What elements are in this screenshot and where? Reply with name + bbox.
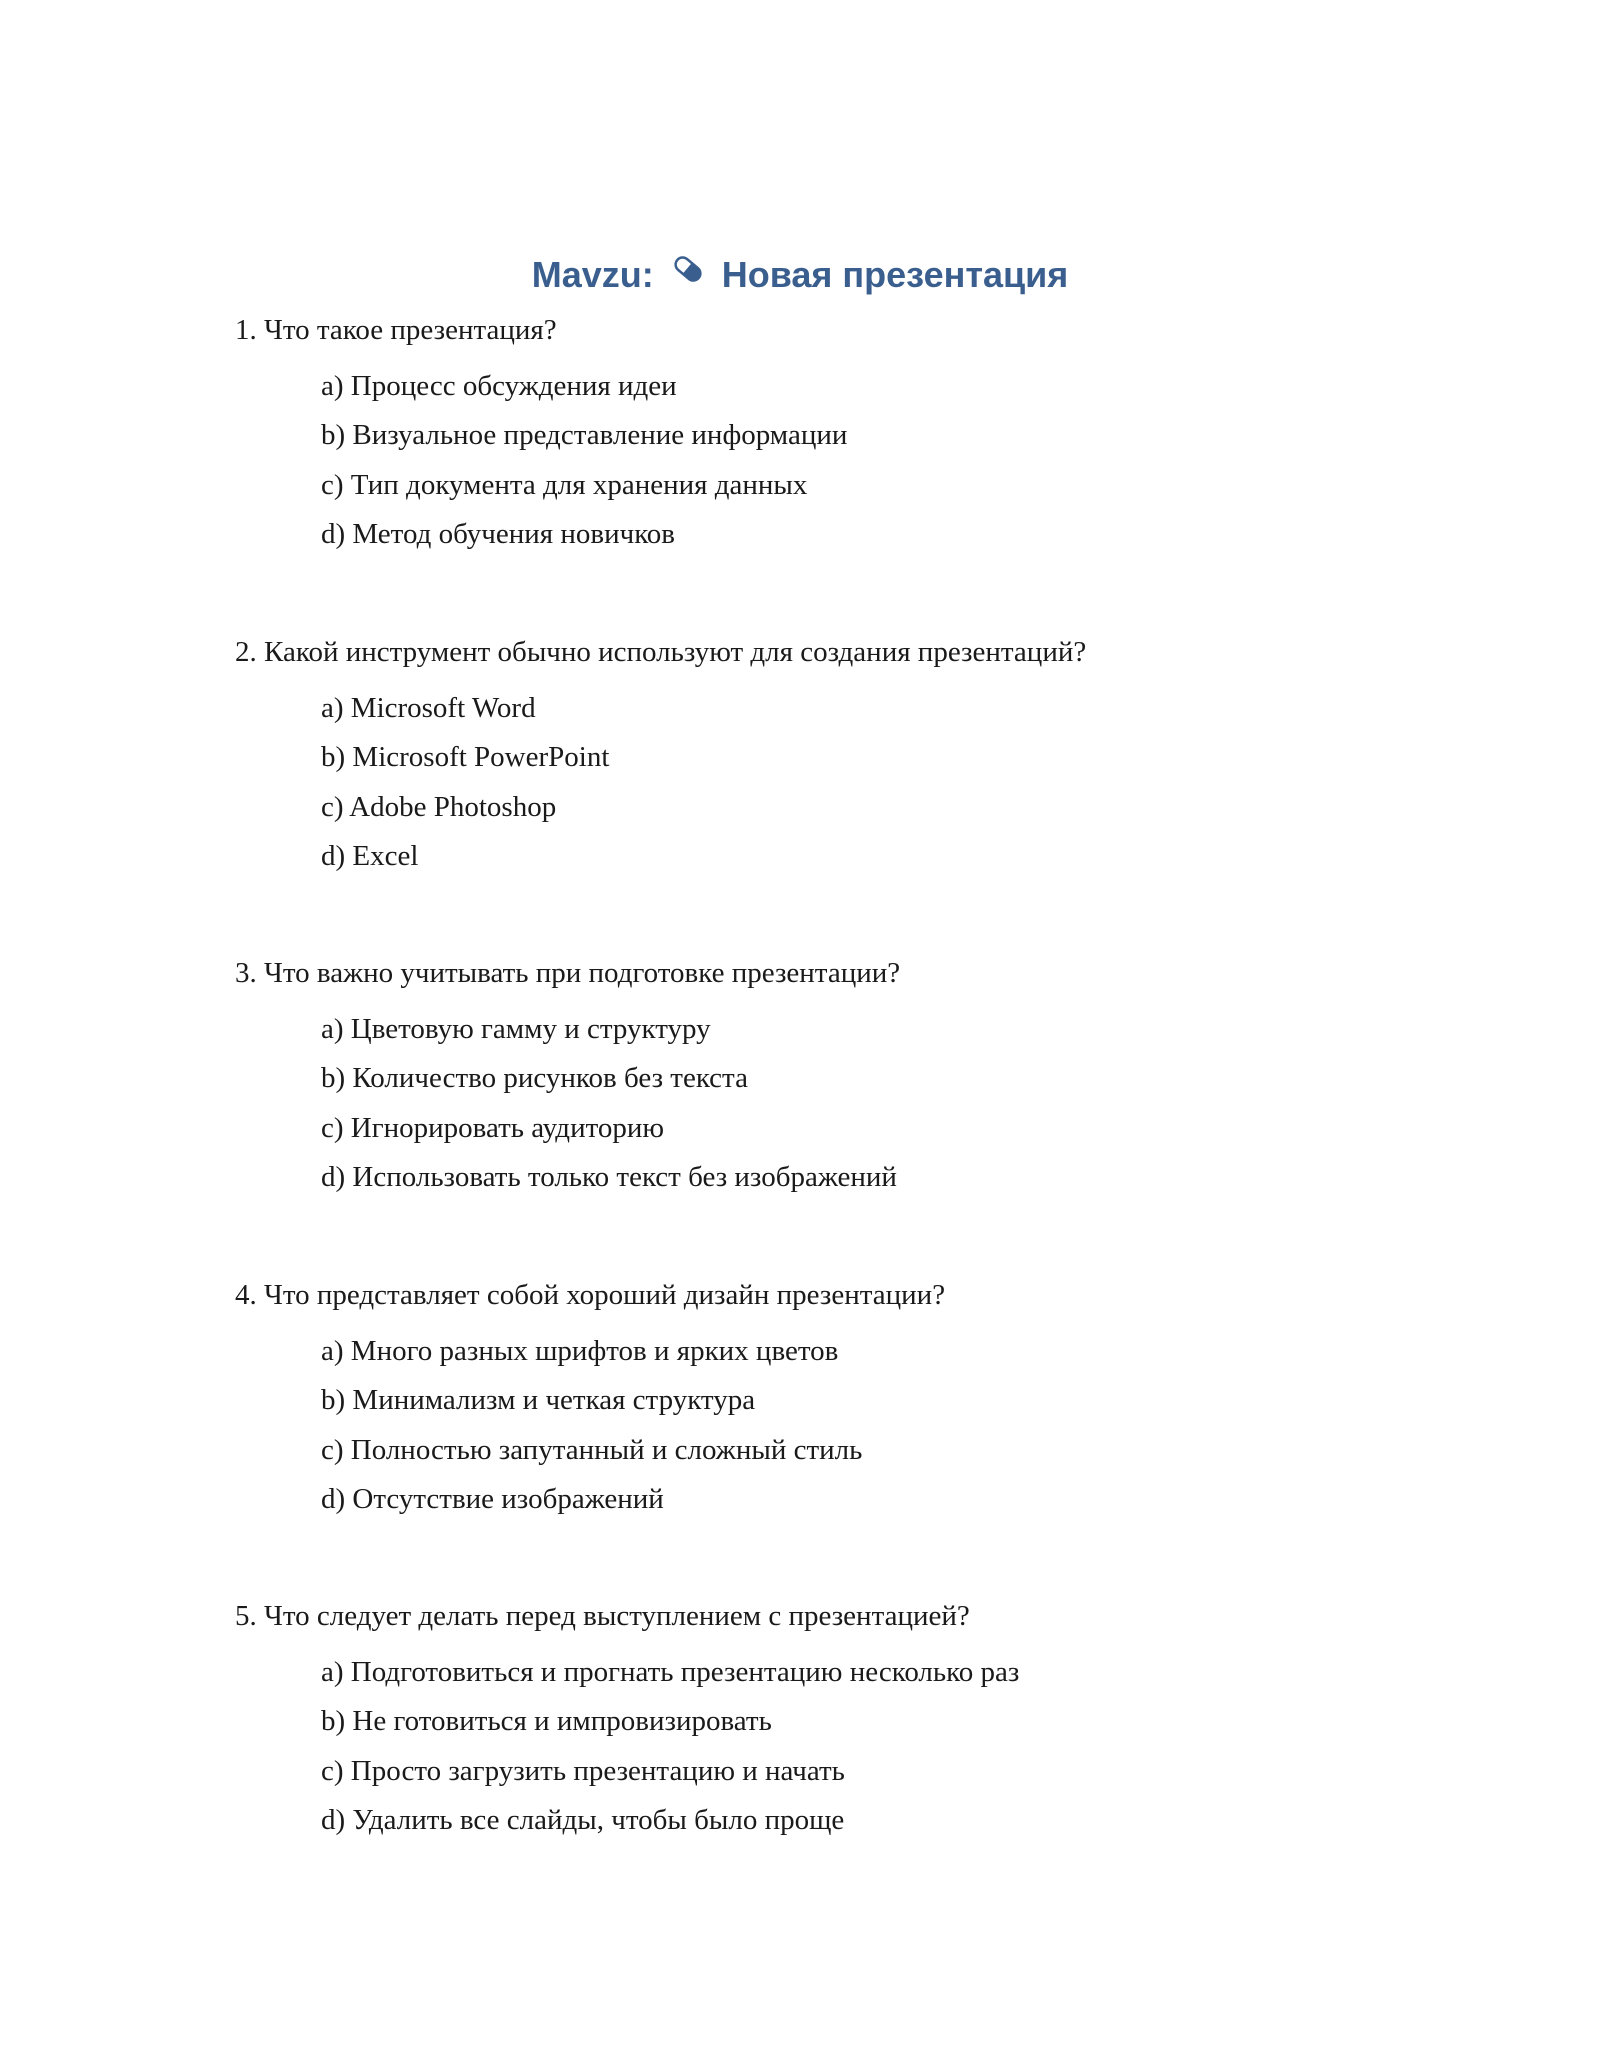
option-4b: b) Минимализм и четкая структура <box>321 1384 756 1417</box>
option-1a: a) Процесс обсуждения идеи <box>321 370 677 402</box>
option-1b: b) Визуальное представление информации <box>321 419 848 452</box>
option-1d: d) Метод обучения новичков <box>321 517 676 550</box>
options-list-5 <box>321 1648 1019 1845</box>
question-4: 4. Что представляет собой хороший дизайн презентации? <box>235 1279 946 1311</box>
option-2a: a) Microsoft Word <box>321 692 536 724</box>
title-prefix: Mavzu: <box>531 254 654 296</box>
options-list-3 <box>321 1005 897 1202</box>
option-2b: b) Microsoft PowerPoint <box>321 741 610 774</box>
option-4a: a) Много разных шрифтов и ярких цветов <box>321 1335 839 1367</box>
option-4c: c) Полностью запутанный и сложный стиль <box>321 1433 863 1466</box>
option-2d: d) Excel <box>321 839 419 872</box>
option-2c: c) Adobe Photoshop <box>321 790 557 823</box>
options-list-4 <box>321 1327 862 1524</box>
option-4d: d) Отсутствие изображений <box>321 1482 664 1515</box>
option-5c: c) Просто загрузить презентацию и начать <box>321 1754 845 1787</box>
option-5b: b) Не готовиться и импровизировать <box>321 1705 772 1738</box>
option-3a: a) Цветовую гамму и структуру <box>321 1013 711 1045</box>
option-5a: a) Подготовиться и прогнать презентацию несколько раз <box>321 1656 1020 1688</box>
question-5: 5. Что следует делать перед выступлением с презентацией? <box>235 1600 970 1632</box>
options-list-1 <box>321 362 847 559</box>
option-5d: d) Удалить все слайды, чтобы было проще <box>321 1803 845 1836</box>
pill-icon <box>668 249 708 300</box>
option-3c: c) Игнорировать аудиторию <box>321 1111 665 1144</box>
title-text: Новая презентация <box>721 254 1069 296</box>
question-3: 3. Что важно учитывать при подготовке презентации? <box>235 957 901 989</box>
question-1: 1. Что такое презентация? <box>235 314 557 346</box>
option-1c: c) Тип документа для хранения данных <box>321 468 808 501</box>
page-title <box>0 252 1600 303</box>
option-3d: d) Использовать только текст без изображений <box>321 1160 897 1193</box>
options-list-2 <box>321 684 609 881</box>
question-2: 2. Какой инструмент обычно используют для создания презентаций? <box>235 636 1087 668</box>
option-3b: b) Количество рисунков без текста <box>321 1062 748 1095</box>
